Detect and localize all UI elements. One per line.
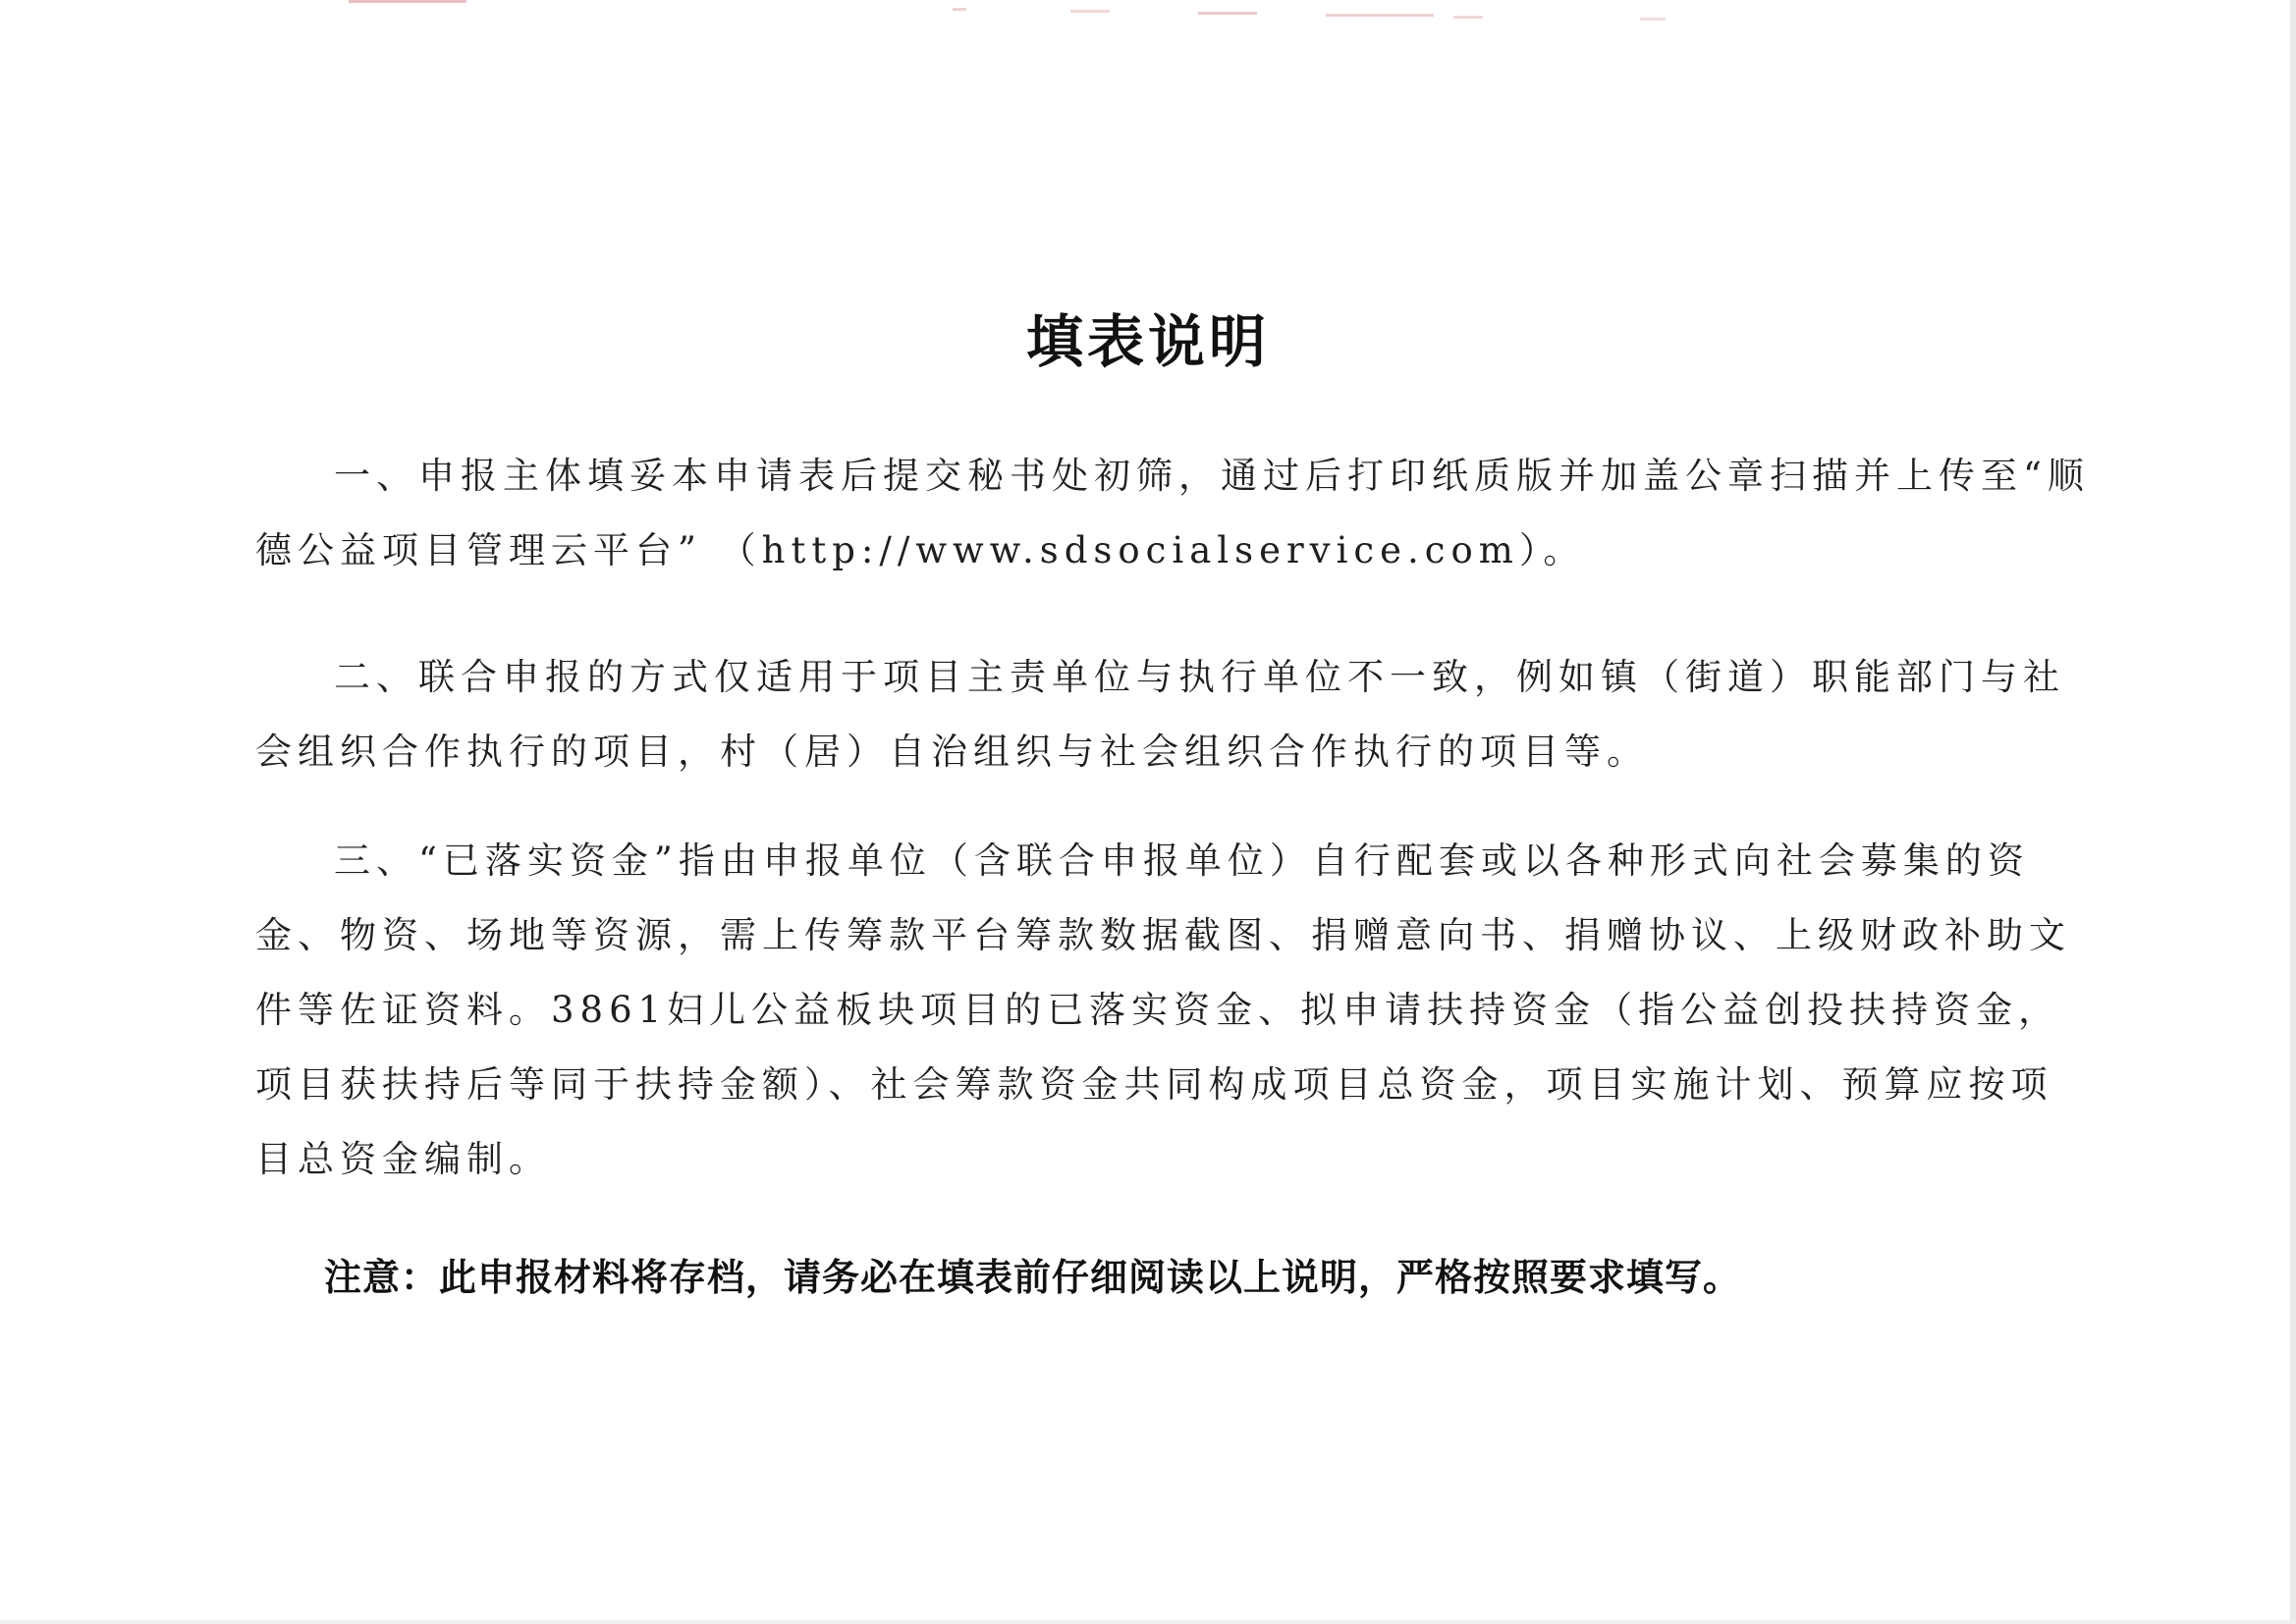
instruction-paragraph-1: 一、申报主体填妥本申请表后提交秘书处初筛，通过后打印纸质版并加盖公章扫描并上传至“顺德公益项目管理云平台” （http://www.sdsocialservice.com）。	[255, 455, 2090, 571]
scan-artifacts	[0, 0, 2296, 29]
instruction-paragraph-2: 二、联合申报的方式仅适用于项目主责单位与执行单位不一致，例如镇（街道）职能部门与社会组织合作执行的项目，村（居）自治组织与社会组织合作执行的项目等。	[255, 656, 2065, 773]
notice-text: 注意：此申报材料将存档，请务必在填表前仔细阅读以上说明，严格按照要求填写。	[324, 1256, 1742, 1299]
page-title: 填表说明	[1025, 307, 1270, 375]
instruction-paragraph-3: 三、“已落实资金”指由申报单位（含联合申报单位）自行配套或以各种形式向社会募集的资金、物资、场地等资源，需上传筹款平台筹款数据截图、捐赠意向书、捐赠协议、上级财政补助文件等佐证资料。3861妇儿公益板块项目的已落实资金、拟申请扶持资金（指公益创投扶持资金，项目获扶持后等同于扶持金额）、社会筹款资金共同构成项目总资金，项目实施计划、预算应按项目总资金编制。	[255, 839, 2071, 1180]
